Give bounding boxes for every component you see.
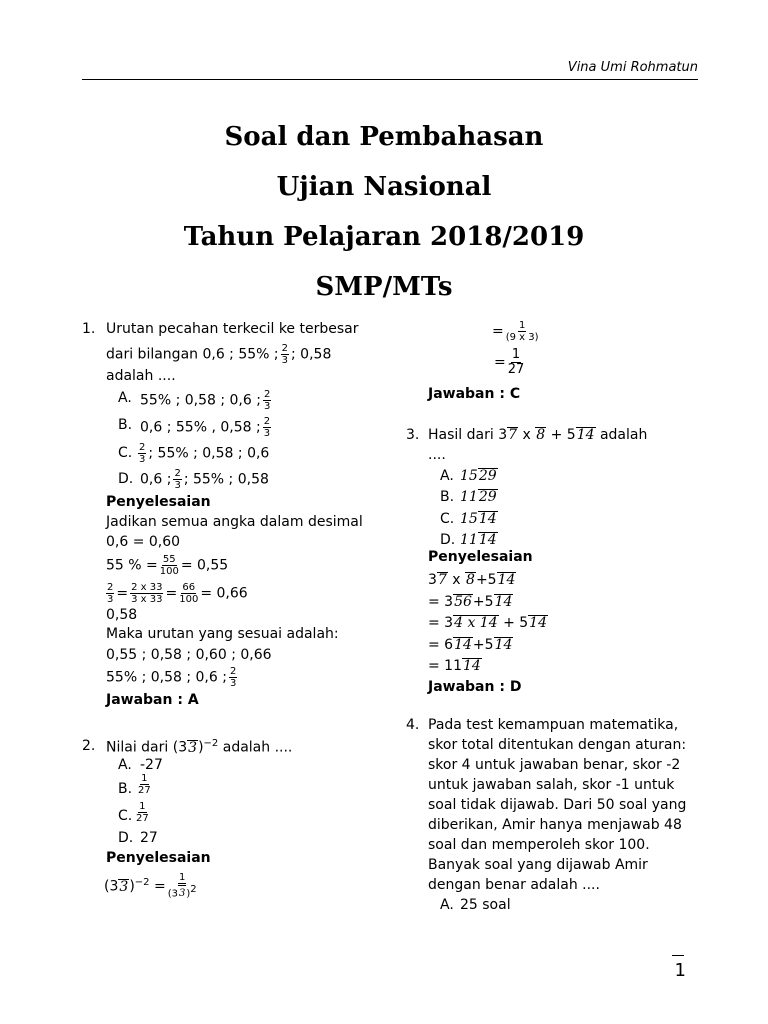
q2-option-b: $\frac{1}{27}$ <box>138 773 151 796</box>
q1-solution-line2: 0,6 = 0,60 <box>106 534 181 550</box>
q1-solution-line4: $\frac{2}{3}$ = $\frac{2 x 33}{3 x 33}$ = $\frac{66}{100}$ = 0,66 <box>107 582 248 605</box>
q3-option-b-label: B. <box>440 489 455 505</box>
q1-option-d-label: D. <box>118 471 134 487</box>
q3-option-c-label: C. <box>440 511 455 527</box>
q4-text-line6: diberikan, Amir hanya menjawab 48 <box>428 817 682 833</box>
q1-option-d: 0,6 ; $\frac{2}{3}$ ; 55% ; 0,58 <box>140 468 269 491</box>
header-rule <box>82 79 698 80</box>
q2-option-a: -27 <box>140 757 163 773</box>
q3-solution-line2: = 356+514 <box>428 594 513 610</box>
page-number-bar <box>672 955 684 956</box>
q3-number: 3. <box>406 427 420 443</box>
q3-solution-line4: = 614+514 <box>428 637 513 653</box>
q3-option-d-label: D. <box>440 532 456 548</box>
q2-solution-title: Penyelesaian <box>106 850 211 866</box>
q2-option-d-label: D. <box>118 830 134 846</box>
q2-option-a-label: A. <box>118 757 132 773</box>
q4-text-line2: skor total ditentukan dengan aturan: <box>428 737 687 753</box>
q3-answer: Jawaban : D <box>428 679 522 695</box>
q1-option-c-label: C. <box>118 445 133 461</box>
q4-option-a-label: A. <box>440 897 454 913</box>
q2-option-c-label: C. <box>118 808 133 824</box>
q1-option-b-label: B. <box>118 417 133 433</box>
title-line-4: SMP/MTs <box>315 272 453 302</box>
title-line-2: Ujian Nasional <box>276 172 492 202</box>
q1-solution-line5: 0,58 <box>106 607 138 623</box>
q1-number: 1. <box>82 321 96 337</box>
q3-option-a: 1529 <box>460 468 497 484</box>
title-line-1: Soal dan Pembahasan <box>224 122 544 152</box>
q4-text-line9: dengan benar adalah .... <box>428 877 600 893</box>
q2-solution-line2: = $\frac{1}{(9 x 3)}$ <box>492 320 539 343</box>
q1-text-line3: adalah .... <box>106 368 176 384</box>
q4-option-a: 25 soal <box>460 897 511 913</box>
q1-option-a: 55% ; 0,58 ; 0,6 ; $\frac{2}{3}$ <box>140 389 271 412</box>
q3-option-d: 1114 <box>460 532 497 548</box>
q3-option-c: 1514 <box>460 511 497 527</box>
q4-number: 4. <box>406 717 420 733</box>
q1-solution-line8: 55% ; 0,58 ; 0,6 ; $\frac{2}{3}$ <box>106 666 237 689</box>
q3-option-b: 1129 <box>460 489 497 505</box>
q3-solution-line1: 37 x 8+514 <box>428 572 516 588</box>
q4-text-line3: skor 4 untuk jawaban benar, skor -2 <box>428 757 681 773</box>
q1-option-b: 0,6 ; 55% , 0,58 ; $\frac{2}{3}$ <box>140 416 271 439</box>
q3-solution-line5: = 1114 <box>428 658 481 674</box>
q3-option-a-label: A. <box>440 468 454 484</box>
q3-text-line2: .... <box>428 447 446 463</box>
q1-text-line2: dari bilangan 0,6 ; 55% ; $\frac{2}{3}$ ; 0,58 <box>106 343 332 366</box>
q1-solution-line1: Jadikan semua angka dalam desimal <box>106 514 363 530</box>
q4-text-line1: Pada test kemampuan matematika, <box>428 717 679 733</box>
q2-option-d: 27 <box>140 830 158 846</box>
q1-option-c: $\frac{2}{3}$ ; 55% ; 0,58 ; 0,6 <box>139 442 270 465</box>
q1-solution-line7: 0,55 ; 0,58 ; 0,60 ; 0,66 <box>106 647 272 663</box>
q4-text-line8: Banyak soal yang dijawab Amir <box>428 857 648 873</box>
q1-answer: Jawaban : A <box>106 692 199 708</box>
q3-text-line1: Hasil dari 37 x 8 + 514 adalah <box>428 427 648 443</box>
q1-solution-title: Penyelesaian <box>106 494 211 510</box>
q2-text: Nilai dari $(33)^{-2}$ adalah .... <box>106 738 293 756</box>
q4-text-line7: soal dan memperoleh skor 100. <box>428 837 650 853</box>
q2-option-b-label: B. <box>118 781 133 797</box>
q1-option-a-label: A. <box>118 390 132 406</box>
q4-text-line4: untuk jawaban salah, skor -1 untuk <box>428 777 675 793</box>
q1-solution-line6: Maka urutan yang sesuai adalah: <box>106 626 339 642</box>
q2-option-c: $\frac{1}{27}$ <box>136 801 149 824</box>
q4-text-line5: soal tidak dijawab. Dari 50 soal yang <box>428 797 687 813</box>
q2-solution-line1: $(33)^{-2}$ = $\frac{1}{(33)^2}$ <box>104 872 197 900</box>
q3-solution-title: Penyelesaian <box>428 549 533 565</box>
page-number: 1 <box>674 960 686 981</box>
q1-solution-line3: 55 % = $\frac{55}{100}$ = 0,55 <box>106 554 229 577</box>
q2-solution-line3: = $\frac{1}{27}$ <box>494 347 525 377</box>
title-line-3: Tahun Pelajaran 2018/2019 <box>183 222 585 252</box>
author-name: Vina Umi Rohmatun <box>567 60 698 75</box>
q2-answer: Jawaban : C <box>428 386 521 402</box>
q1-text-line1: Urutan pecahan terkecil ke terbesar <box>106 321 359 337</box>
q2-number: 2. <box>82 738 96 754</box>
q3-solution-line3: = 34 x 14 + 514 <box>428 615 547 631</box>
